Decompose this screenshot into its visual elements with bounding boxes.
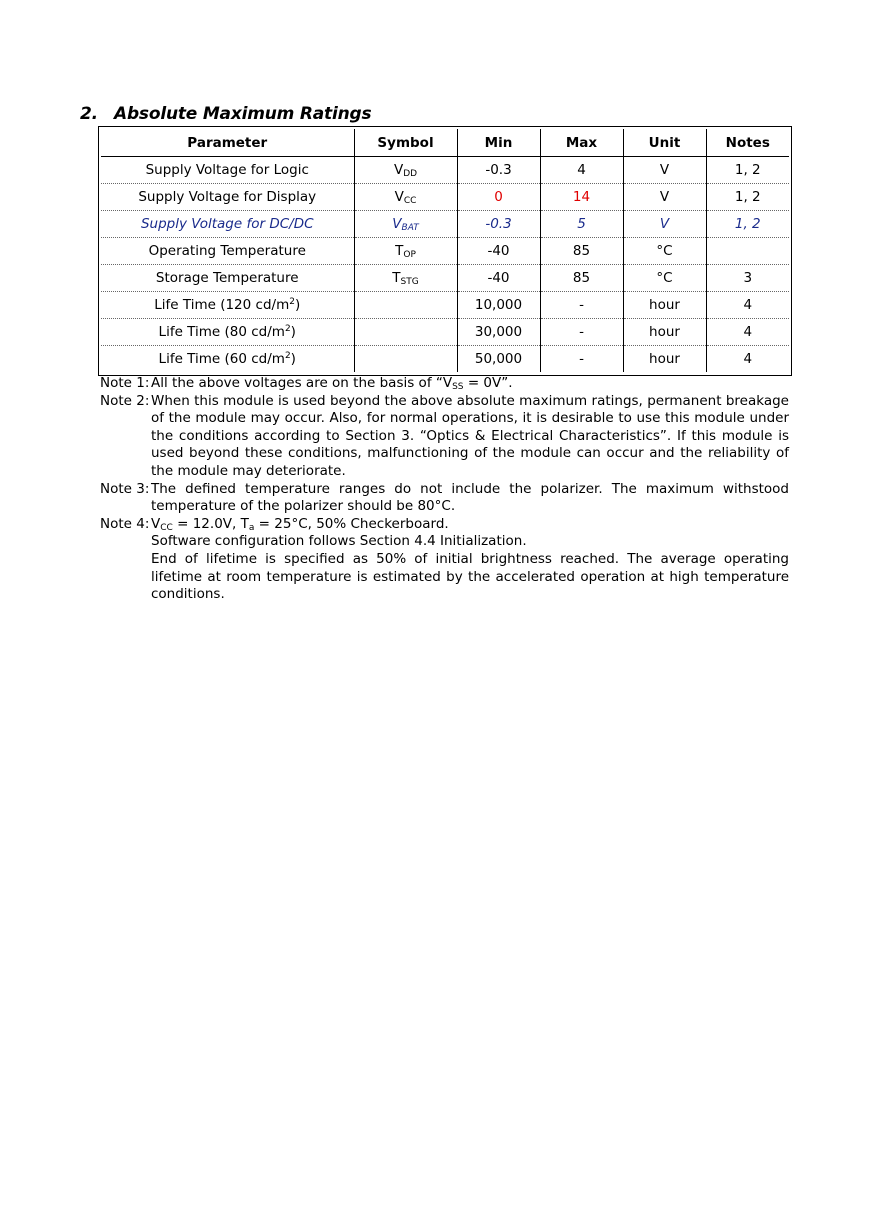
- cell-unit: V: [623, 157, 706, 184]
- header-min: Min: [457, 129, 540, 157]
- cell-min: -40: [457, 238, 540, 265]
- cell-notes: 4: [706, 346, 789, 373]
- cell-notes: 3: [706, 265, 789, 292]
- table-row: [101, 319, 789, 346]
- table-row: [101, 184, 789, 211]
- ratings-table: [101, 129, 789, 372]
- cell-min: -0.3: [457, 211, 540, 238]
- ratings-table-frame: [98, 126, 792, 376]
- cell-symbol: $V_{DD}$: [354, 157, 457, 184]
- cell-symbol: [354, 319, 457, 346]
- cell-symbol: $T_{STG}$: [354, 265, 457, 292]
- cell-min: 10,000: [457, 292, 540, 319]
- cell-parameter: Supply Voltage for Display: [101, 184, 354, 211]
- note-label: Note 3:: [100, 480, 150, 497]
- cell-max: -: [540, 292, 623, 319]
- cell-symbol: $V_{BAT}$: [354, 211, 457, 238]
- note-body: When this module is used beyond the above absolute maximum ratings, permanent breakage of the module may occur. Also, for normal operations, it is desirable to use this module under the conditions according to Section 3. “Optics & Electrical Characteristics”. If this module is used beyond these conditions, malfunctioning of the module can occur and the reliability of the module may deteriorate.: [151, 392, 789, 479]
- cell-notes: 1, 2: [706, 157, 789, 184]
- cell-min: -0.3: [457, 157, 540, 184]
- cell-notes: 4: [706, 292, 789, 319]
- cell-unit: °C: [623, 238, 706, 265]
- header-parameter: Parameter: [101, 129, 354, 157]
- table-row: [101, 346, 789, 373]
- section-number: 2.: [80, 104, 98, 124]
- section-heading: [80, 104, 371, 124]
- cell-max: -: [540, 346, 623, 373]
- cell-parameter: Supply Voltage for DC/DC: [101, 211, 354, 238]
- cell-min: -40: [457, 265, 540, 292]
- notes-section: [100, 375, 789, 604]
- header-unit: Unit: [623, 129, 706, 157]
- cell-parameter: Operating Temperature: [101, 238, 354, 265]
- note-1: [100, 375, 789, 393]
- table-row: [101, 238, 789, 265]
- section-title: Absolute Maximum Ratings: [114, 104, 372, 124]
- cell-unit: °C: [623, 265, 706, 292]
- note-body: All the above voltages are on the basis of “$V_{SS} = 0V$”.: [151, 375, 513, 392]
- cell-symbol: [354, 346, 457, 373]
- cell-parameter: Storage Temperature: [101, 265, 354, 292]
- cell-symbol: $V_{CC}$: [354, 184, 457, 211]
- header-notes: Notes: [706, 129, 789, 157]
- header-max: Max: [540, 129, 623, 157]
- cell-unit: V: [623, 211, 706, 238]
- cell-notes: 1, 2: [706, 184, 789, 211]
- note-label: Note 2:: [100, 392, 150, 409]
- cell-min: 50,000: [457, 346, 540, 373]
- cell-notes: [706, 238, 789, 265]
- cell-min: 0: [457, 184, 540, 211]
- table-row: [101, 157, 789, 184]
- note-3: [100, 481, 789, 516]
- cell-symbol: [354, 292, 457, 319]
- cell-notes: 1, 2: [706, 211, 789, 238]
- cell-unit: hour: [623, 319, 706, 346]
- cell-parameter: Life Time (80 $cd/m^2$): [101, 319, 354, 346]
- cell-unit: hour: [623, 292, 706, 319]
- table-row: [101, 211, 789, 238]
- note-body: The defined temperature ranges do not include the polarizer. The maximum withstood temperature of the polarizer should be 80°C.: [151, 480, 789, 515]
- header-symbol: Symbol: [354, 129, 457, 157]
- note-label: Note 1:: [100, 375, 150, 391]
- cell-unit: V: [623, 184, 706, 211]
- cell-max: 14: [540, 184, 623, 211]
- cell-parameter: Supply Voltage for Logic: [145, 162, 309, 178]
- note-body: $V_{CC} = 12.0V$, $T_a = 25^\circ C$, 50% Checkerboard. Software configuration follows Section 4.4 Initialization. End of lifetime is specified as 50% of initial brightness reached. The average operating lifetime at room temperature is estimated by the accelerated operation at high temperature conditions.: [151, 515, 789, 603]
- cell-parameter: Life Time (60 $cd/m^2$): [101, 346, 354, 373]
- cell-max: 5: [540, 211, 623, 238]
- cell-max: -: [540, 319, 623, 346]
- note-label: Note 4:: [100, 515, 150, 532]
- note-4: [100, 516, 789, 604]
- cell-parameter: Life Time (120 $cd/m^2$): [101, 292, 354, 319]
- cell-max: 85: [540, 238, 623, 265]
- note-2: [100, 393, 789, 481]
- table-header-row: [101, 129, 789, 157]
- cell-max: 85: [540, 265, 623, 292]
- cell-notes: 4: [706, 319, 789, 346]
- table-row: [101, 265, 789, 292]
- cell-min: 30,000: [457, 319, 540, 346]
- cell-max: 4: [540, 157, 623, 184]
- cell-symbol: $T_{OP}$: [354, 238, 457, 265]
- cell-unit: hour: [623, 346, 706, 373]
- table-row: [101, 292, 789, 319]
